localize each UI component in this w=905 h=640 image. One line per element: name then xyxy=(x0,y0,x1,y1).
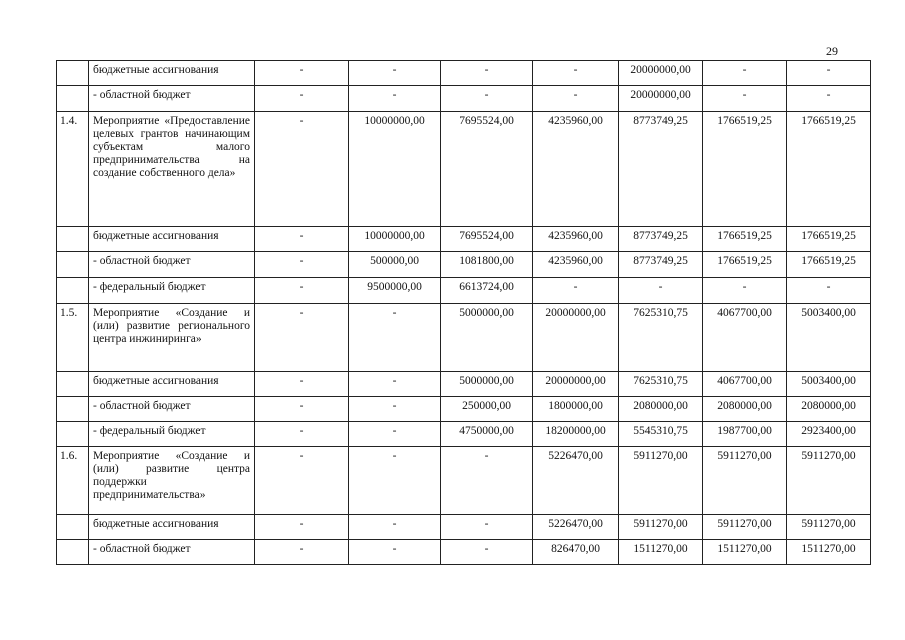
cell-value: - xyxy=(349,61,441,86)
cell-value: - xyxy=(255,304,349,372)
cell-value: 1511270,00 xyxy=(619,540,703,565)
row-name: - областной бюджет xyxy=(89,252,255,278)
table-row xyxy=(57,447,871,515)
cell-value: - xyxy=(349,447,441,515)
row-name: - областной бюджет xyxy=(89,86,255,112)
table-row xyxy=(57,227,871,252)
cell-value: - xyxy=(255,397,349,422)
cell-value: 1511270,00 xyxy=(787,540,871,565)
cell-value: - xyxy=(255,252,349,278)
row-name: бюджетные ассигнования xyxy=(89,372,255,397)
cell-value: 5226470,00 xyxy=(533,447,619,515)
cell-value: 18200000,00 xyxy=(533,422,619,447)
cell-value: 5911270,00 xyxy=(787,515,871,540)
cell-value: - xyxy=(349,86,441,112)
cell-value: 2923400,00 xyxy=(787,422,871,447)
cell-value: 5226470,00 xyxy=(533,515,619,540)
row-id: 1.4. xyxy=(57,112,89,227)
row-name: - федеральный бюджет xyxy=(89,278,255,304)
cell-value: 7695524,00 xyxy=(441,112,533,227)
row-name: бюджетные ассигнования xyxy=(89,227,255,252)
cell-value: - xyxy=(255,447,349,515)
cell-value: 20000000,00 xyxy=(533,372,619,397)
cell-value: 1511270,00 xyxy=(703,540,787,565)
cell-value: 20000000,00 xyxy=(619,61,703,86)
cell-value: 8773749,25 xyxy=(619,252,703,278)
cell-value: - xyxy=(441,540,533,565)
row-id: 1.5. xyxy=(57,304,89,372)
cell-value: 5000000,00 xyxy=(441,372,533,397)
table-row xyxy=(57,112,871,227)
cell-value: 7625310,75 xyxy=(619,304,703,372)
cell-value: 4750000,00 xyxy=(441,422,533,447)
row-id xyxy=(57,252,89,278)
cell-value: 10000000,00 xyxy=(349,227,441,252)
cell-value: - xyxy=(349,515,441,540)
cell-value: 5000000,00 xyxy=(441,304,533,372)
cell-value: - xyxy=(533,86,619,112)
table-body xyxy=(57,61,871,565)
cell-value: - xyxy=(441,86,533,112)
row-id xyxy=(57,540,89,565)
cell-value: 5003400,00 xyxy=(787,304,871,372)
row-name: - областной бюджет xyxy=(89,540,255,565)
cell-value: - xyxy=(533,278,619,304)
cell-value: 2080000,00 xyxy=(787,397,871,422)
row-id xyxy=(57,61,89,86)
cell-value: 1766519,25 xyxy=(787,112,871,227)
cell-value: 1766519,25 xyxy=(703,252,787,278)
row-id xyxy=(57,86,89,112)
cell-value: - xyxy=(349,304,441,372)
cell-value: - xyxy=(255,278,349,304)
table-row xyxy=(57,252,871,278)
cell-value: 10000000,00 xyxy=(349,112,441,227)
cell-value: 20000000,00 xyxy=(533,304,619,372)
cell-value: 1766519,25 xyxy=(703,112,787,227)
cell-value: - xyxy=(349,397,441,422)
cell-value: 9500000,00 xyxy=(349,278,441,304)
row-name: бюджетные ассигнования xyxy=(89,61,255,86)
cell-value: - xyxy=(703,86,787,112)
cell-value: 5911270,00 xyxy=(619,515,703,540)
cell-value: 5545310,75 xyxy=(619,422,703,447)
cell-value: 8773749,25 xyxy=(619,112,703,227)
cell-value: - xyxy=(787,278,871,304)
cell-value: 5911270,00 xyxy=(703,515,787,540)
cell-value: 6613724,00 xyxy=(441,278,533,304)
page-number: 29 xyxy=(826,44,838,58)
cell-value: - xyxy=(441,61,533,86)
cell-value: - xyxy=(255,227,349,252)
cell-value: - xyxy=(255,112,349,227)
cell-value: 500000,00 xyxy=(349,252,441,278)
cell-value: - xyxy=(441,447,533,515)
cell-value: - xyxy=(787,86,871,112)
table-row xyxy=(57,397,871,422)
row-id xyxy=(57,422,89,447)
cell-value: 250000,00 xyxy=(441,397,533,422)
cell-value: 4067700,00 xyxy=(703,372,787,397)
row-id xyxy=(57,372,89,397)
cell-value: 20000000,00 xyxy=(619,86,703,112)
cell-value: - xyxy=(619,278,703,304)
table-row xyxy=(57,422,871,447)
cell-value: - xyxy=(349,422,441,447)
cell-value: 7695524,00 xyxy=(441,227,533,252)
cell-value: 1987700,00 xyxy=(703,422,787,447)
cell-value: 4067700,00 xyxy=(703,304,787,372)
row-id: 1.6. xyxy=(57,447,89,515)
cell-value: 2080000,00 xyxy=(619,397,703,422)
cell-value: - xyxy=(255,86,349,112)
row-name: бюджетные ассигнования xyxy=(89,515,255,540)
table-row xyxy=(57,61,871,86)
row-id xyxy=(57,227,89,252)
cell-value: 5003400,00 xyxy=(787,372,871,397)
cell-value: - xyxy=(349,540,441,565)
cell-value: 1081800,00 xyxy=(441,252,533,278)
cell-value: - xyxy=(349,372,441,397)
row-name: Мероприятие «Создание и (или) развитие регионального центра инжиниринга» xyxy=(93,307,250,345)
cell-value: 7625310,75 xyxy=(619,372,703,397)
cell-value: - xyxy=(255,515,349,540)
cell-value: 2080000,00 xyxy=(703,397,787,422)
row-id xyxy=(57,397,89,422)
cell-value: - xyxy=(703,278,787,304)
budget-table xyxy=(56,60,871,565)
cell-value: 1800000,00 xyxy=(533,397,619,422)
row-id xyxy=(57,515,89,540)
cell-value: 1766519,25 xyxy=(703,227,787,252)
cell-value: 4235960,00 xyxy=(533,252,619,278)
cell-value: - xyxy=(255,540,349,565)
cell-value: 4235960,00 xyxy=(533,227,619,252)
table-row xyxy=(57,304,871,372)
row-name: Мероприятие «Создание и (или) развитие центра поддержки предпринимательства» xyxy=(93,450,250,501)
row-id xyxy=(57,278,89,304)
cell-value: 5911270,00 xyxy=(619,447,703,515)
table-row xyxy=(57,540,871,565)
cell-value: 8773749,25 xyxy=(619,227,703,252)
cell-value: - xyxy=(255,422,349,447)
cell-value: - xyxy=(787,61,871,86)
row-name: - областной бюджет xyxy=(89,397,255,422)
table-row xyxy=(57,278,871,304)
cell-value: - xyxy=(255,61,349,86)
cell-value: 4235960,00 xyxy=(533,112,619,227)
cell-value: - xyxy=(703,61,787,86)
cell-value: - xyxy=(533,61,619,86)
table-row xyxy=(57,515,871,540)
row-name: Мероприятие «Предоставление целевых грантов начинающим субъектам малого предпринимательства на создание собственного дела» xyxy=(93,115,250,179)
cell-value: 1766519,25 xyxy=(787,252,871,278)
table-row xyxy=(57,372,871,397)
cell-value: - xyxy=(255,372,349,397)
row-name: - федеральный бюджет xyxy=(89,422,255,447)
cell-value: 826470,00 xyxy=(533,540,619,565)
cell-value: - xyxy=(441,515,533,540)
cell-value: 5911270,00 xyxy=(787,447,871,515)
cell-value: 5911270,00 xyxy=(703,447,787,515)
cell-value: 1766519,25 xyxy=(787,227,871,252)
table-row xyxy=(57,86,871,112)
